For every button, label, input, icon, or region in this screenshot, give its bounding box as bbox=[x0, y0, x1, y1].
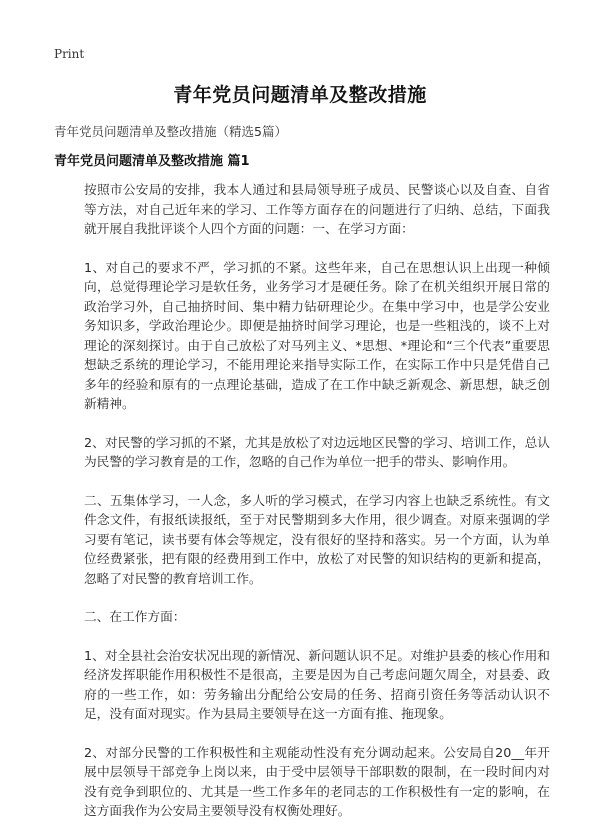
paragraph-collective-study: 二、五集体学习，一人念，多人听的学习模式，在学习内容上也缺乏系统性。有文件念文件，有报纸读报纸，至于对民警期到多大作用，很少调查。对原来强调的学习要有笔记，读书要有体会等规定，没有很好的坚持和落实。另一个方面，认为单位经费紧张，把有限的经费用到工作中，放松了对民警的知识结构的更新和提高，忽略了对民警的教育培训工作。 bbox=[84, 492, 550, 586]
paragraph-work-2: 2、对部分民警的工作积极性和主观能动性没有充分调动起来。公安局自20__年开展中层领导干部竞争上岗以来，由于受中层领导干部职数的限制，在一段时间内对没有竞争到职位的、尤其是一些工作多年的老同志的工作积极性有一定的影响，在这方面我作为公安局主要领导没有权衡处理好。 bbox=[84, 744, 550, 818]
paragraph-work-heading: 二、在工作方面： bbox=[84, 609, 186, 624]
document-subtitle: 青年党员问题清单及整改措施（精选5篇） bbox=[54, 124, 287, 139]
paragraph-work-1: 1、对全县社会治安状况出现的新情况、新问题认识不足。对维护县委的核心作用和经济发挥职能作用积极性不是很高，主要是因为自己考虑问题欠周全，对县委、政府的一些工作，如：劳务输出分配给公安局的任务、招商引资任务等活动认识不足，没有面对现实。作为县局主要领导在这一方面有推、拖现象。 bbox=[84, 647, 550, 721]
paragraph-intro: 按照市公安局的安排，我本人通过和县局领导班子成员、民警谈心以及自查、自省等方法，对自己近年来的学习、工作等方面存在的问题进行了归纳、总结，下面我就开展自我批评谈个人四个方面的问题：一、在学习方面： bbox=[84, 182, 550, 236]
paragraph-study-1: 1、对自己的要求不严，学习抓的不紧。这些年来，自己在思想认识上出现一种倾向，总觉得理论学习是软任务，业务学习才是硬任务。除了在机关组织开展日常的政治学习外，自己抽挤时间、集中精力钻研理论少。在集中学习中，也是学公安业务知识多，学政治理论少。即便是抽挤时间学习理论，也是一些粗浅的，谈不上对理论的深刻探讨。由于自己放松了对马列主义、*思想、*理论和“三个代表”重要思想缺乏系统的理论学习，不能用理论来指导实际工作，在实际工作中只是凭借自己多年的经验和原有的一点理论基础，造成了在工作中缺乏新观念、新思想，缺乏创新精神。 bbox=[84, 259, 550, 411]
paragraph-study-2: 2、对民警的学习抓的不紧，尤其是放松了对边远地区民警的学习、培训工作，总认为民警的学习教育是的工作，忽略的自己作为单位一把手的带头、影响作用。 bbox=[84, 434, 550, 469]
document-body bbox=[84, 180, 550, 840]
print-label[interactable]: Print bbox=[54, 47, 85, 61]
document-title: 青年党员问题清单及整改措施 bbox=[173, 84, 427, 106]
section-heading: 青年党员问题清单及整改措施 篇1 bbox=[54, 154, 250, 169]
